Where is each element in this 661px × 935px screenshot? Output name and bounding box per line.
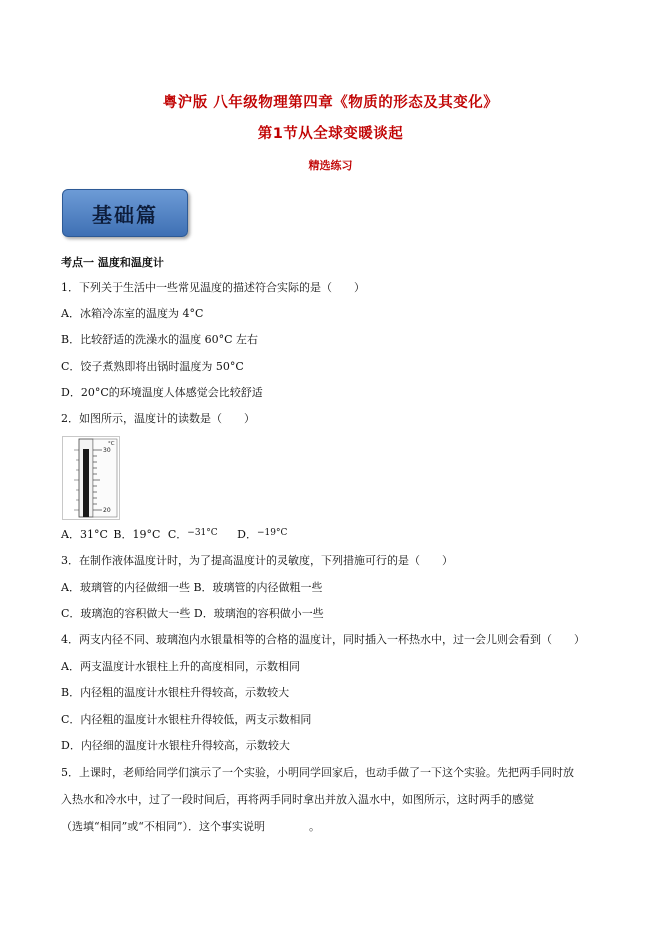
question-5-line-2: 入热水和冷水中，过了一段时间后，再将两手同时拿出并放入温水中，如图所示，这时两手的感觉	[61, 793, 534, 806]
thermometer-figure	[62, 436, 120, 520]
question-1-stem: 1．下列关于生活中一些常见温度的描述符合实际的是（ ）	[61, 281, 365, 294]
question-1-option-c: C．饺子煮熟即将出锅时温度为 50°C	[61, 360, 244, 373]
document-title: 粤沪版 八年级物理第四章《物质的形态及其变化》	[162, 95, 499, 111]
question-4-option-b: B．内径粗的温度计水银柱升得较高，示数较大	[61, 686, 290, 699]
question-4-stem: 4．两支内径不同、玻璃泡内水银量相等的合格的温度计，同时插入一杯热水中，过一会儿则会看到（ ）	[61, 633, 585, 646]
question-2-options	[61, 526, 287, 542]
question-2-stem: 2．如图所示，温度计的读数是（ ）	[61, 412, 255, 425]
question-3-stem: 3．在制作液体温度计时，为了提高温度计的灵敏度，下列措施可行的是（ ）	[61, 554, 453, 567]
question-2-option-c-prefix: C．	[167, 528, 188, 541]
basic-level-banner	[62, 189, 188, 237]
question-4-option-a: A．两支温度计水银柱上升的高度相同，示数相同	[61, 660, 300, 673]
question-5-line-3: （选填“相同”或“不相同”）．这个事实说明 。	[61, 820, 320, 833]
question-1-option-a: A．冰箱冷冻室的温度为 4°C	[61, 307, 204, 320]
question-3-options-cd: C．玻璃泡的容积做大一些 D．玻璃泡的容积做小一些	[61, 607, 324, 620]
question-4-option-c: C．内径粗的温度计水银柱升得较低，两支示数相同	[61, 713, 312, 726]
thermo-unit-label: °C	[108, 441, 115, 447]
question-5-line-1: 5．上课时，老师给同学们演示了一个实验，小明同学回家后，也动手做了一下这个实验。先把两手同时放	[61, 766, 574, 779]
section-title: 第1节从全球变暖谈起	[257, 126, 404, 142]
question-2-option-d-value: −19°C	[257, 528, 288, 538]
question-2-option-a: A．31°C	[61, 528, 108, 541]
question-2-option-d-prefix: D．	[237, 528, 257, 541]
question-2-option-c-value: −31°C	[187, 528, 218, 538]
question-2-option-b: B．19°C	[113, 528, 161, 541]
question-3-options-ab: A．玻璃管的内径做细一些 B．玻璃管的内径做粗一些	[61, 581, 323, 594]
thermo-bottom-tick-label: 20	[103, 507, 111, 514]
question-1-option-b: B．比较舒适的洗澡水的温度 60°C 左右	[61, 333, 258, 346]
document-subtitle: 精选练习	[308, 159, 353, 172]
banner-label: 基础篇	[92, 203, 158, 227]
question-1-option-d: D．20°C的环境温度人体感觉会比较舒适	[61, 386, 263, 399]
section-heading: 考点一 温度和温度计	[61, 256, 164, 269]
question-4-option-d: D．内径细的温度计水银柱升得较高，示数较大	[61, 739, 290, 752]
thermo-top-tick-label: 30	[103, 447, 111, 454]
